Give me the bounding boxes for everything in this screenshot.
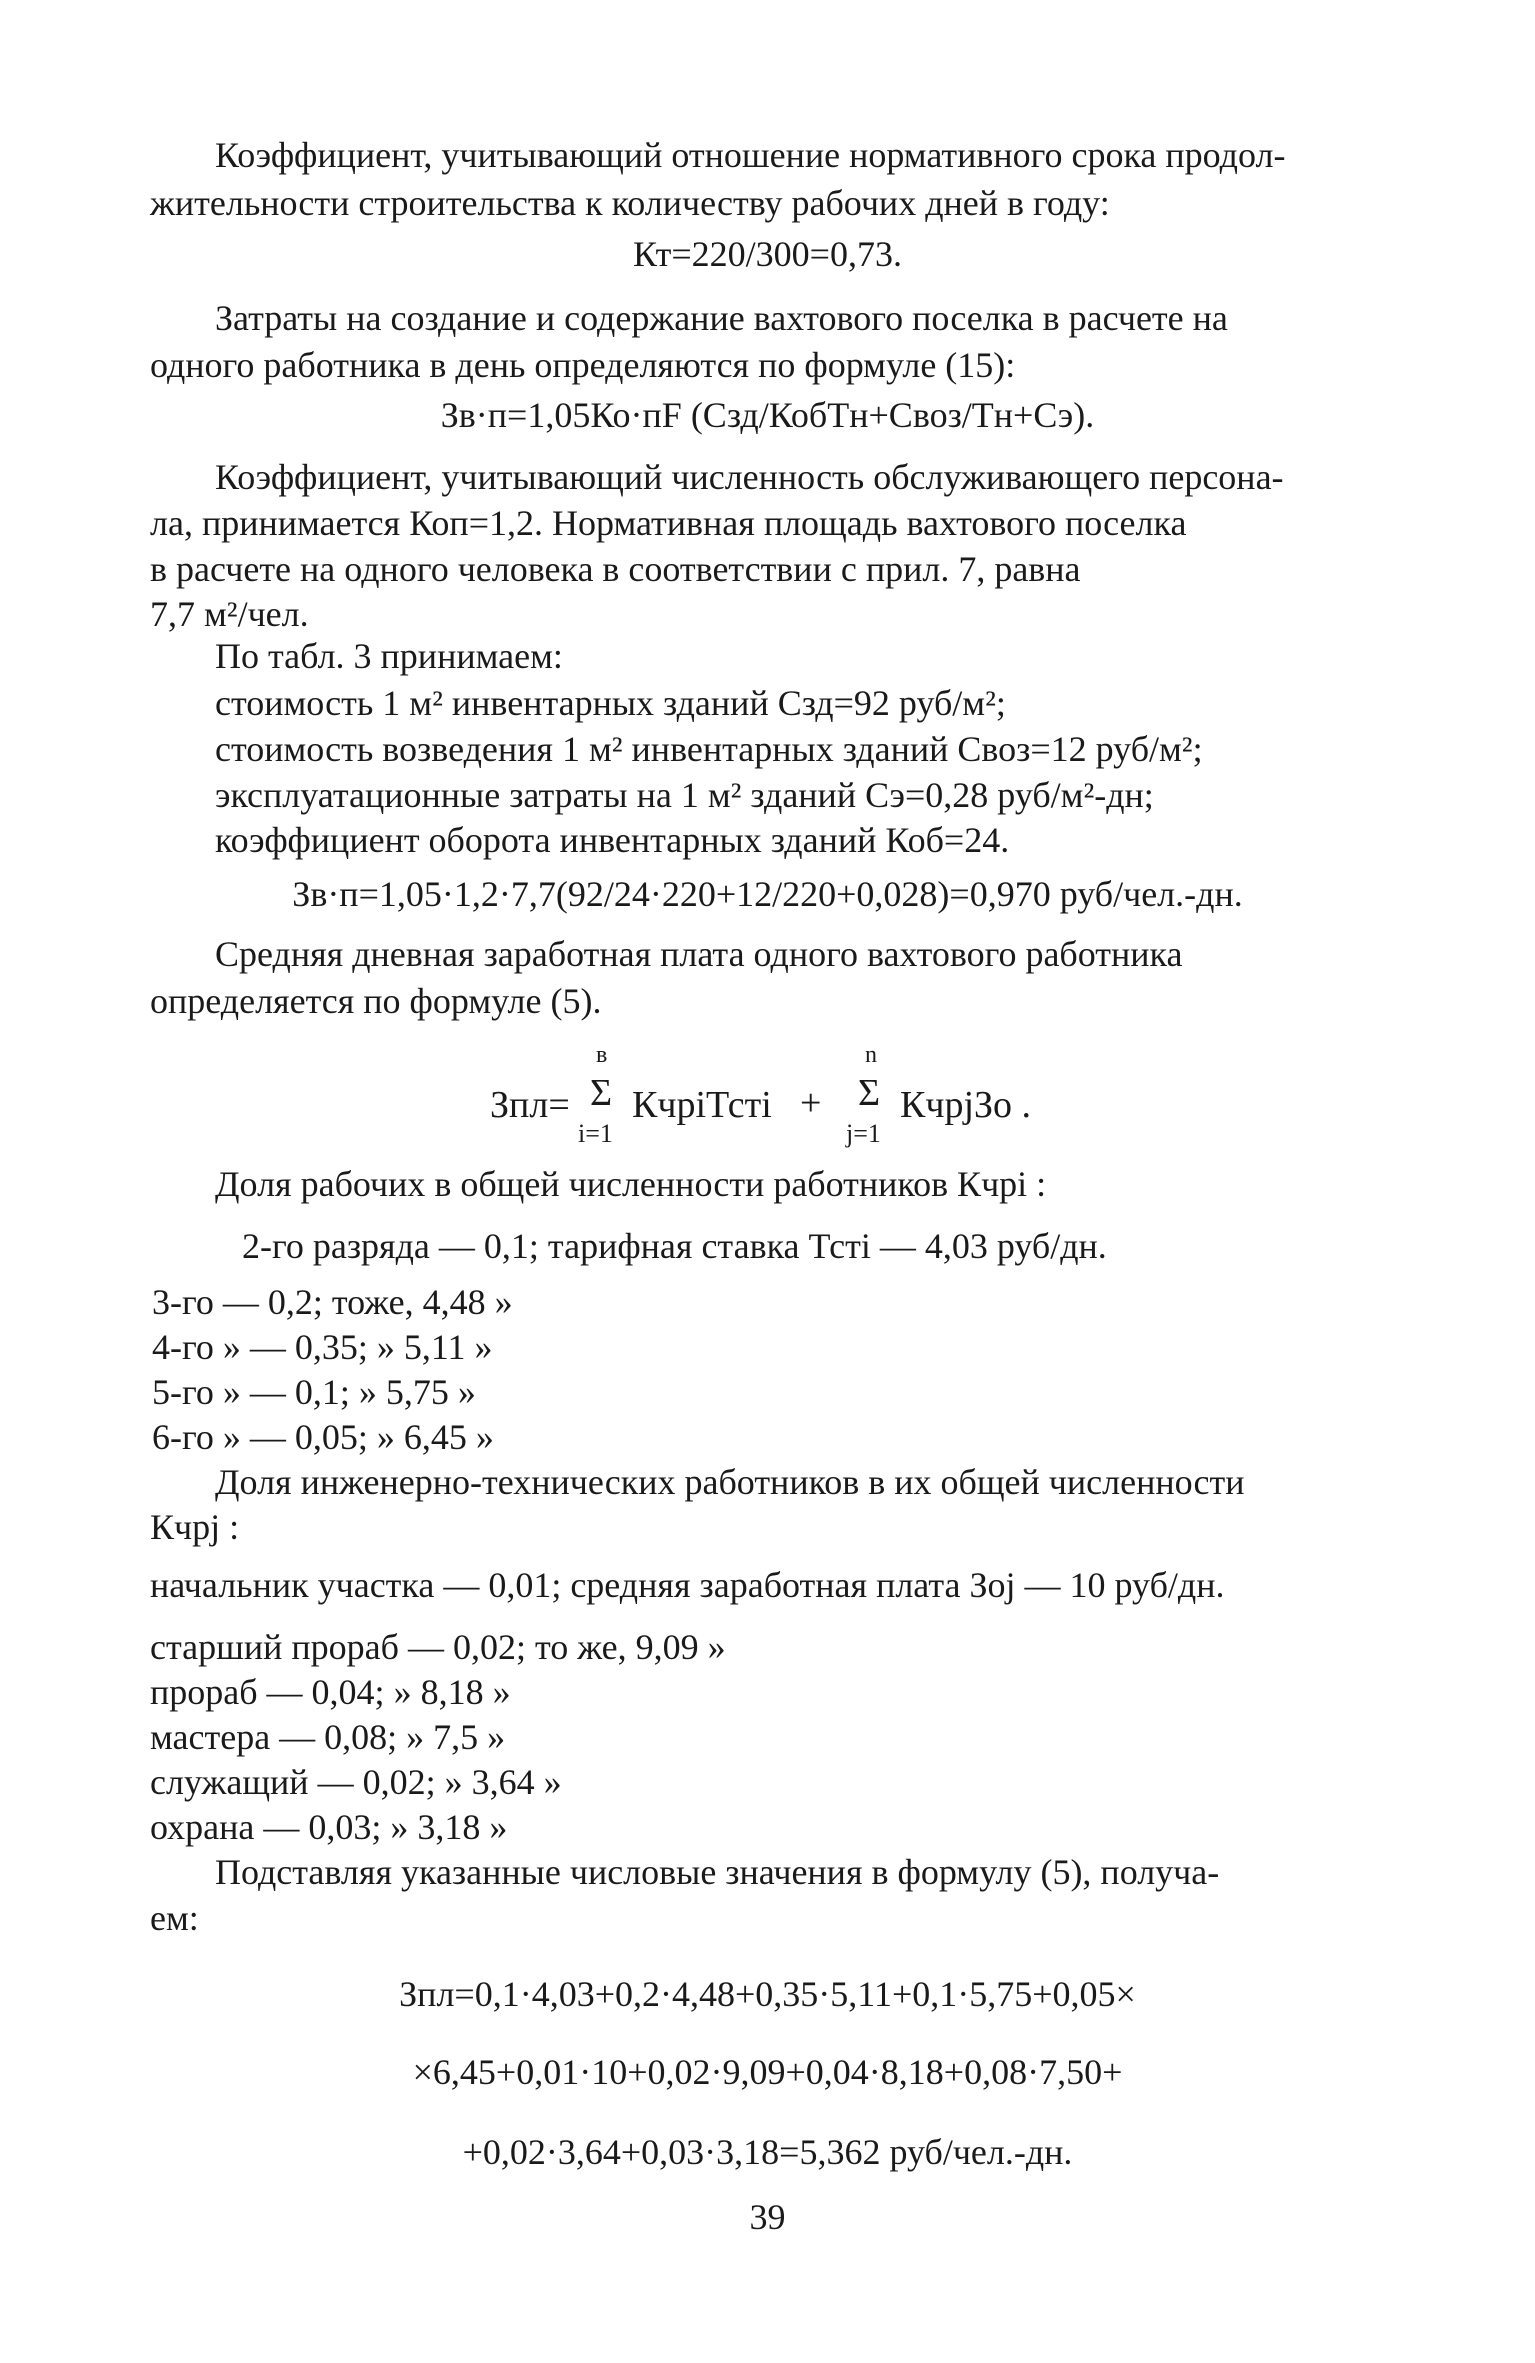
paragraph-line: 2-го разряда — 0,1; тарифная ставка Тстi — 4,03 руб/дн. xyxy=(242,1226,1107,1266)
paragraph-line: Подставляя указанные числовые значения в формулу (5), получа- xyxy=(215,1852,1220,1892)
formula-lhs: Зпл= xyxy=(490,1084,570,1126)
paragraph-line: ла, принимается Коп=1,2. Нормативная площадь вахтового поселка xyxy=(150,503,1187,543)
formula-zpl-calc-1: Зпл=0,1·4,03+0,2·4,48+0,35·5,11+0,1·5,75+0,05× xyxy=(399,1974,1136,2014)
sum-symbol: Σ xyxy=(858,1072,881,1114)
sum-symbol: Σ xyxy=(590,1072,613,1114)
paragraph-line: ем: xyxy=(150,1898,199,1938)
list-item: 6-го » — 0,05; » 6,45 » xyxy=(152,1417,494,1457)
formula-zvp-calc: Зв·п=1,05·1,2·7,7(92/24·220+12/220+0,028)=0,970 руб/чел.-дн. xyxy=(292,874,1243,914)
paragraph-line: одного работника в день определяются по формуле (15): xyxy=(150,345,1016,385)
paragraph-line: коэффициент оборота инвентарных зданий Коб=24. xyxy=(215,820,1010,860)
paragraph-line: Доля инженерно-технических работников в их общей численности xyxy=(215,1462,1245,1502)
formula-zpl-calc-3: +0,02·3,64+0,03·3,18=5,362 руб/чел.-дн. xyxy=(462,2132,1073,2172)
formula-zpl-calc-2: ×6,45+0,01·10+0,02·9,09+0,04·8,18+0,08·7,50+ xyxy=(412,2052,1123,2092)
list-item: служащий — 0,02; » 3,64 » xyxy=(150,1762,562,1802)
paragraph-line: определяется по формуле (5). xyxy=(150,981,602,1021)
list-item: 3-го — 0,2; тоже, 4,48 » xyxy=(152,1282,513,1322)
paragraph-line: Затраты на создание и содержание вахтового поселка в расчете на xyxy=(215,298,1228,338)
plus-sign: + xyxy=(800,1082,822,1124)
paragraph-line: стоимость 1 м² инвентарных зданий Сзд=92 руб/м²; xyxy=(215,683,1006,723)
paragraph-line: Кчрj : xyxy=(150,1507,240,1547)
formula-zvp: Зв·п=1,05Ко·пF (Сзд/КобТн+Своз/Тн+Сэ). xyxy=(440,395,1095,435)
list-item: 5-го » — 0,1; » 5,75 » xyxy=(152,1372,476,1412)
paragraph-line: Средняя дневная заработная плата одного вахтового работника xyxy=(215,934,1183,974)
paragraph-line: Доля рабочих в общей численности работников Кчрi : xyxy=(215,1164,1047,1204)
paragraph-line: жительности строительства к количеству рабочих дней в году: xyxy=(150,183,1110,223)
list-item: охрана — 0,03; » 3,18 » xyxy=(150,1807,508,1847)
list-item: 4-го » — 0,35; » 5,11 » xyxy=(152,1327,493,1367)
sum-upper-limit: n xyxy=(865,1042,877,1068)
formula-zpl-sum xyxy=(0,1040,1535,1170)
paragraph-line: Коэффициент, учитывающий отношение нормативного срока продол- xyxy=(215,135,1286,175)
sum-term: КчрiТстi xyxy=(632,1084,772,1126)
sum-term: КчрjЗо . xyxy=(900,1084,1032,1126)
paragraph-line: эксплуатационные затраты на 1 м² зданий Сэ=0,28 руб/м²-дн; xyxy=(215,775,1154,815)
paragraph-line: Коэффициент, учитывающий численность обслуживающего персона- xyxy=(215,457,1284,497)
paragraph-line: 7,7 м²/чел. xyxy=(150,594,309,634)
formula-kt: Кт=220/300=0,73. xyxy=(633,234,902,274)
list-item: начальник участка — 0,01; средняя заработная плата Зоj — 10 руб/дн. xyxy=(150,1565,1225,1605)
paragraph-line: стоимость возведения 1 м² инвентарных зданий Своз=12 руб/м²; xyxy=(215,729,1203,769)
list-item: прораб — 0,04; » 8,18 » xyxy=(150,1672,511,1712)
paragraph-line: в расчете на одного человека в соответствии с прил. 7, равна xyxy=(150,549,1081,589)
paragraph-line: По табл. 3 принимаем: xyxy=(215,636,563,676)
sum-lower-limit: i=1 xyxy=(578,1119,613,1148)
sum-upper-limit: в xyxy=(596,1042,608,1068)
sum-lower-limit: j=1 xyxy=(846,1119,881,1148)
list-item: мастера — 0,08; » 7,5 » xyxy=(150,1717,506,1757)
page-number: 39 xyxy=(749,2197,786,2237)
list-item: старший прораб — 0,02; то же, 9,09 » xyxy=(150,1627,726,1667)
